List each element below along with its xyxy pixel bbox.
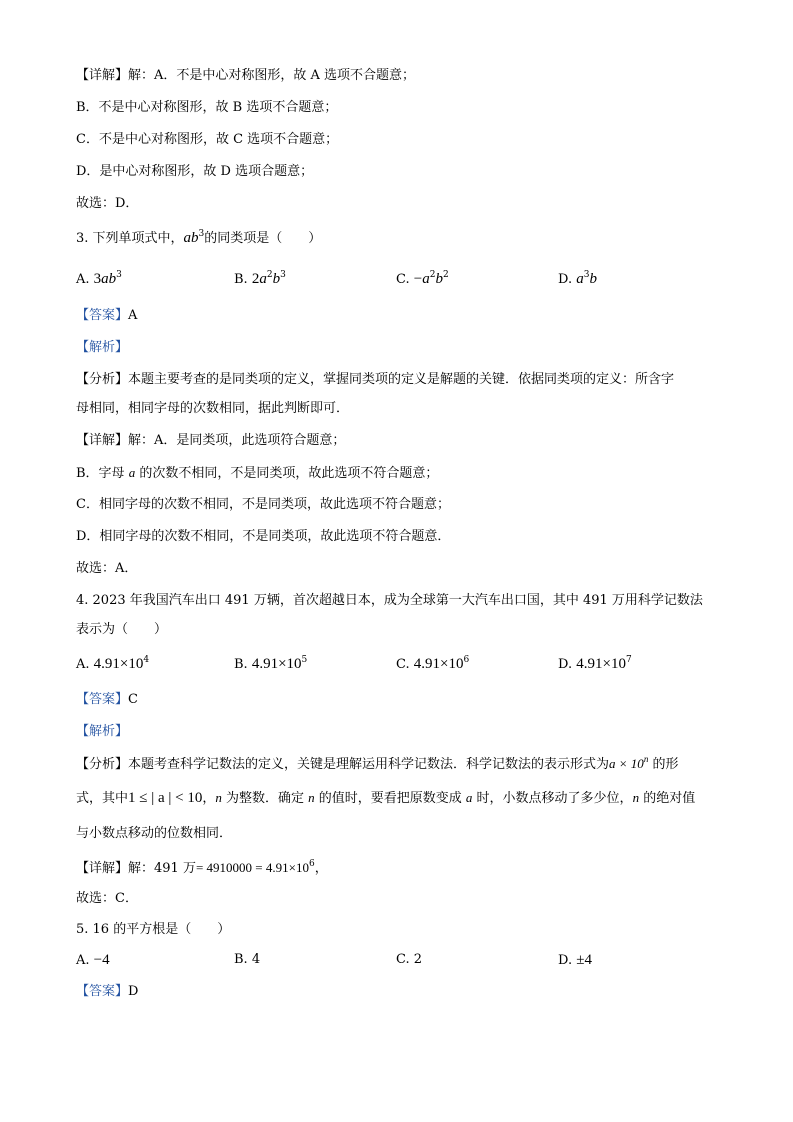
fenxi-text: 为整数．确定 (221, 791, 309, 806)
xiangjie-tag: 【详解】 (76, 861, 129, 876)
option-label: A. (76, 953, 90, 968)
xiangjie-math: = 4910000 = 4.91×10 (195, 860, 309, 875)
q3-option-a (76, 270, 122, 289)
option-math: a (259, 271, 267, 287)
q3-stem-math: ab (183, 230, 199, 246)
option-math: ab (101, 271, 117, 287)
xiangjie-sup: 6 (308, 859, 315, 869)
option-label: A. (76, 272, 90, 287)
q4-fenxi-cont (76, 790, 695, 807)
question-4-stem: 4. 2023 年我国汽车出口 491 万辆，首次超越日本，成为全球第一大汽车出口国，其中 491 万用科学记数法 (76, 593, 703, 608)
option-sup: 3 (116, 270, 122, 280)
option-sup: 6 (463, 655, 470, 665)
fenxi-text: 的值时，要看把原数变成 (314, 791, 466, 806)
q4-option-a (76, 655, 149, 674)
option-label: D. (558, 953, 573, 968)
option-sup: 7 (625, 655, 632, 665)
q3-analysis-tag: 【解析】 (76, 340, 129, 355)
option-sup: 2 (442, 270, 449, 280)
xiangjie-text: 解：A．是同类项，此选项符合题意； (128, 433, 346, 448)
fenxi-text: 的绝对值 (639, 791, 696, 806)
question-3-stem (76, 230, 321, 247)
option-math: 4.91×10 (93, 656, 144, 672)
q3-stem-text-b: 的同类项是（ ） (204, 231, 322, 246)
q3-stem-sup: 3 (198, 229, 205, 239)
fenxi-math: 1 ≤ | a | < 10 (128, 790, 203, 806)
option-math: b (272, 271, 281, 287)
fenxi-text: 式，其中 (76, 791, 129, 806)
option-label: C. (396, 657, 410, 672)
fenxi-text: 本题主要考查的是同类项的定义，掌握同类项的定义是解题的关键．依据同类项的定义：所含字 (128, 372, 675, 387)
option-sup: 3 (583, 270, 590, 280)
q3-answer (76, 308, 137, 324)
option-sup: 2 (266, 270, 273, 280)
choose-line: 故选：D． (76, 196, 139, 211)
option-math: 4.91×10 (251, 656, 302, 672)
q5-option-c (396, 951, 422, 969)
q5-option-b (234, 951, 260, 969)
q3-stem-text: 3. 下列单项式中， (76, 231, 184, 246)
q4-xiangjie (76, 860, 328, 877)
fenxi-tag: 【分析】 (76, 372, 129, 387)
fenxi-sup: n (643, 754, 649, 764)
fenxi-var: n (215, 790, 222, 805)
detail-line-c: C．不是中心对称图形，故 C 选项不合题意； (76, 132, 339, 147)
option-math: 4.91×10 (576, 656, 626, 672)
option-math: b (435, 271, 443, 287)
option-math: − (413, 271, 423, 287)
question-5-stem: 5. 16 的平方根是（ ） (76, 922, 231, 937)
option-label: A. (76, 657, 90, 672)
fenxi-var: n (308, 790, 315, 805)
option-math: b (589, 271, 597, 287)
fenxi-tag: 【分析】 (76, 757, 129, 772)
fenxi-text: ， (202, 791, 216, 806)
q3-option-c (396, 270, 449, 289)
fenxi-math: a × 10 (609, 756, 644, 771)
xiangjie-tag: 【详解】 (76, 433, 129, 448)
q5-option-a (76, 951, 110, 970)
q3-option-b (234, 270, 286, 289)
answer-value: A (128, 308, 138, 323)
detail-line-b: B．不是中心对称图形，故 B 选项不合题意； (76, 100, 338, 115)
answer-value: C (128, 692, 138, 707)
fenxi-var: n (632, 790, 640, 805)
option-math: 2 (251, 271, 260, 287)
option-math: 3 (93, 271, 102, 287)
xiangjie-text: 的次数不相同，不是同类项，故此选项不符合题意； (135, 466, 439, 481)
option-label: C. (396, 272, 410, 287)
answer-tag: 【答案】 (76, 984, 129, 999)
xiangjie-var: a (128, 465, 136, 480)
option-label: B. (234, 272, 248, 287)
option-label: D. (558, 272, 573, 287)
detail-line-d: D．是中心对称图形，故 D 选项合题意； (76, 164, 314, 179)
fenxi-var: a (465, 790, 473, 805)
question-4-stem-cont: 表示为（ ） (76, 622, 168, 637)
option-math: ±4 (576, 952, 592, 968)
q4-option-c (396, 655, 469, 674)
answer-tag: 【答案】 (76, 308, 129, 323)
fenxi-text: 本题考查科学记数法的定义，关键是理解运用科学记数法．科学记数法的表示形式为 (128, 757, 610, 772)
q4-choose: 故选：C． (76, 891, 138, 906)
option-math: −4 (93, 952, 110, 968)
q4-option-b (234, 655, 307, 674)
option-sup: 4 (143, 655, 150, 665)
q3-fenxi-cont: 母相同，相同字母的次数相同，据此判断即可． (76, 401, 350, 416)
q3-fenxi (76, 372, 674, 388)
q3-xiangjie-b (76, 465, 438, 482)
xiangjie-text: B．字母 (76, 466, 129, 481)
q3-xiangjie-c: C．相同字母的次数不相同，不是同类项，故此选项不符合题意； (76, 497, 450, 512)
q4-fenxi (76, 756, 678, 773)
option-math: 4.91×10 (413, 656, 464, 672)
fenxi-text: 时，小数点移动了多少位， (472, 791, 633, 806)
xiangjie-text: 解：491 万 (128, 861, 196, 876)
option-label: D. (558, 657, 573, 672)
q4-option-d (558, 655, 632, 674)
xiangjie-text: ， (314, 861, 328, 876)
detail-line (76, 68, 415, 84)
q3-xiangjie-d: D．相同字母的次数不相同，不是同类项，故此选项不符合题意． (76, 529, 451, 544)
option-math: a (422, 271, 430, 287)
option-label: B. 4 (234, 952, 261, 967)
option-math: a (576, 271, 584, 287)
q4-answer (76, 692, 138, 708)
detail-text: 解：A．不是中心对称图形，故 A 选项不合题意； (128, 68, 416, 83)
q3-xiangjie (76, 433, 345, 449)
option-sup: 2 (429, 270, 436, 280)
answer-tag: 【答案】 (76, 692, 129, 707)
fenxi-text: 的形 (648, 757, 679, 772)
q4-analysis-tag: 【解析】 (76, 724, 129, 739)
option-label: B. (234, 657, 248, 672)
q3-option-d (558, 270, 597, 289)
detail-tag: 【详解】 (76, 68, 129, 83)
option-sup: 3 (280, 270, 286, 280)
option-sup: 5 (301, 655, 308, 665)
q5-option-d (558, 951, 592, 970)
q4-fenxi-cont-2: 与小数点移动的位数相同． (76, 826, 233, 841)
answer-value: D (128, 984, 139, 999)
q3-choose: 故选：A． (76, 561, 138, 576)
option-label: C. 2 (396, 952, 423, 967)
q5-answer (76, 984, 138, 1000)
